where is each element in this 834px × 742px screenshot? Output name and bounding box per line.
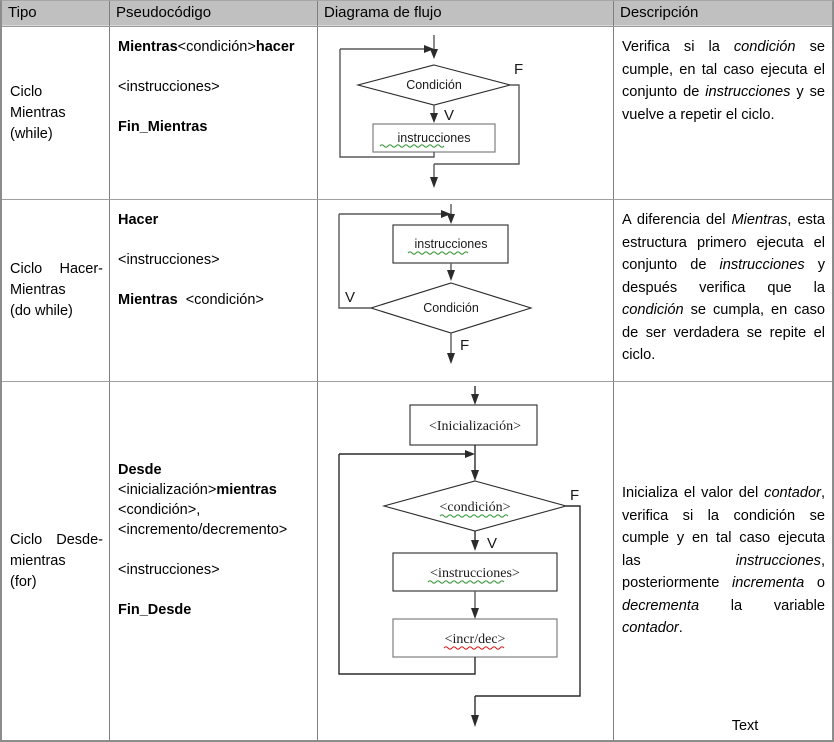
cell-pseudocode-for	[110, 382, 318, 741]
cell-description-for	[614, 382, 832, 741]
desc-text: la variable	[699, 597, 825, 614]
pseudo-line-3: <condición>,	[118, 502, 201, 518]
process-label: instrucciones	[397, 131, 471, 145]
desc-text: se cumpla, en caso de ser verdadera se repite el ciclo.	[622, 302, 825, 363]
desc-em-mientras: Mientras	[731, 212, 788, 228]
tipo-line-3: (for)	[10, 574, 37, 590]
decision-label: Condición	[423, 301, 479, 315]
pseudo-line-3	[118, 117, 313, 137]
pseudo-line-1	[118, 460, 313, 480]
pseudo-keyword-fin-mientras: Fin_Mientras	[118, 119, 208, 135]
desc-em-incrementa: incrementa	[732, 575, 805, 591]
cell-flowchart-for	[318, 382, 614, 741]
tipo-line-3: (do while)	[10, 303, 73, 319]
arrow-head-true	[430, 113, 438, 123]
pseudo-placeholder-condicion: <condición>	[185, 292, 264, 308]
pseudo-spacer	[118, 230, 313, 250]
desc-text: Inicializa el valor del	[622, 485, 765, 501]
pseudo-keyword-hacer: hacer	[255, 39, 295, 55]
pseudo-spacer	[118, 97, 313, 117]
table-row	[2, 382, 832, 741]
cell-tipo-for	[2, 382, 110, 741]
arrow-head-entry	[447, 214, 455, 224]
table-row	[2, 200, 832, 382]
pseudo-line-3	[118, 290, 313, 310]
false-label: F	[570, 487, 580, 504]
arrow-head-true	[471, 540, 479, 551]
tipo-line-2: mientras	[10, 553, 66, 569]
desc-em-condicion: condición	[733, 39, 796, 55]
desc-em-condicion: condición	[622, 302, 684, 318]
desc-em-instrucciones: instrucciones	[719, 257, 805, 273]
process-label: <instrucciones>	[430, 566, 520, 581]
pseudo-keyword-hacer: Hacer	[118, 212, 159, 228]
desc-text: , esta estructura primero ejecuta el conjunto de	[622, 212, 825, 273]
desc-text: , verifica si la condición se cumple y en tal caso ejecuta las	[622, 485, 825, 569]
column-header-tipo: Tipo	[2, 1, 110, 26]
pseudo-spacer	[118, 540, 313, 560]
pseudo-keyword-desde: Desde	[118, 462, 162, 478]
incdec-label: <incr/dec>	[444, 632, 506, 647]
pseudo-spacer	[118, 270, 313, 290]
desc-text: y después verifica que la	[622, 257, 825, 296]
arrow-head-entry	[430, 49, 438, 59]
tipo-line-2: Mientras	[10, 104, 66, 121]
true-label: V	[444, 107, 455, 124]
arrow-head-to-decision	[447, 270, 455, 281]
tipo-line-1	[10, 530, 103, 551]
cell-tipo-while	[2, 27, 110, 199]
process-label: instrucciones	[414, 237, 488, 251]
pseudo-line-1	[118, 210, 313, 230]
pseudo-line-6	[118, 600, 313, 620]
desc-em-instrucciones: instrucciones	[735, 552, 821, 569]
true-label: V	[487, 535, 498, 552]
column-header-pseudocodigo: Pseudocódigo	[110, 1, 318, 26]
cell-description-dowhile	[614, 200, 832, 381]
decision-label: Condición	[406, 78, 462, 92]
arrow-head-entry	[471, 394, 479, 405]
decision-label: <condición>	[439, 500, 511, 515]
table-header-row	[2, 1, 832, 27]
text-marker: Text	[731, 717, 759, 734]
tipo-word-desde: Desde-	[56, 532, 103, 548]
flowchart-while	[318, 27, 614, 199]
desc-text: .	[678, 620, 683, 636]
init-label: <Inicialización>	[429, 419, 521, 434]
pseudo-placeholder-condicion: <condición>	[177, 39, 256, 55]
cell-flowchart-while	[318, 27, 614, 199]
tipo-line-1: Ciclo	[10, 83, 43, 100]
pseudo-line-5: <instrucciones>	[118, 562, 220, 578]
desc-em-contador-2: contador	[622, 620, 679, 636]
desc-text: A diferencia del	[622, 212, 732, 228]
column-header-diagrama: Diagrama de flujo	[318, 1, 614, 26]
tipo-line-2: Mientras	[10, 282, 66, 298]
pseudo-spacer	[118, 580, 313, 600]
desc-em-decrementa: decrementa	[622, 597, 700, 614]
arrow-head-exit	[471, 715, 479, 727]
arrow-head-exit	[447, 353, 455, 364]
pseudo-line-1	[118, 37, 313, 57]
pseudo-spacer	[118, 57, 313, 77]
false-label: F	[514, 61, 524, 78]
tipo-word-ciclo: Ciclo	[10, 261, 43, 277]
cell-flowchart-dowhile	[318, 200, 614, 381]
arrow-head-exit	[430, 177, 438, 188]
false-label: F	[460, 337, 470, 354]
desc-text: y se vuelve a repetir el ciclo.	[622, 84, 825, 123]
tipo-line-1	[10, 259, 103, 280]
true-label: V	[345, 289, 356, 306]
pseudo-keyword-mientras: Mientras	[118, 39, 178, 55]
cell-tipo-dowhile	[2, 200, 110, 381]
pseudo-keyword-fin-desde: Fin_Desde	[118, 602, 192, 618]
arrow-head-loopback	[465, 450, 475, 458]
pseudo-line-2	[118, 480, 313, 500]
column-header-descripcion: Descripción	[620, 4, 699, 21]
flowchart-dowhile	[318, 200, 614, 381]
pseudo-keyword-mientras: Mientras	[118, 292, 178, 308]
desc-em-contador: contador	[764, 485, 821, 501]
tipo-word-hacer: Hacer-	[59, 261, 103, 277]
desc-text: se cumple, en tal caso ejecuta el conjunto de	[622, 39, 825, 100]
pseudo-line-2: <instrucciones>	[118, 79, 220, 95]
pseudo-placeholder-inicializacion: <inicialización>	[118, 482, 217, 498]
flowchart-for	[318, 382, 614, 740]
desc-text: Verifica si la	[622, 39, 734, 55]
desc-em-instrucciones: instrucciones	[705, 84, 791, 100]
pseudo-line-2: <instrucciones>	[118, 252, 220, 268]
tipo-line-3: (while)	[10, 125, 53, 142]
desc-text: o	[804, 575, 825, 591]
table-row	[2, 27, 832, 200]
cell-description-while	[614, 27, 832, 199]
desc-text: , posteriormente	[622, 552, 825, 591]
cell-pseudocode-while	[110, 27, 318, 199]
tipo-word-ciclo: Ciclo	[10, 532, 43, 548]
pseudo-keyword-mientras: mientras	[216, 482, 277, 498]
arrow-head-to-decision	[471, 470, 479, 481]
cell-pseudocode-dowhile	[110, 200, 318, 381]
arrow-head-to-incdec	[471, 608, 479, 619]
pseudo-line-4: <incremento/decremento>	[118, 522, 288, 538]
